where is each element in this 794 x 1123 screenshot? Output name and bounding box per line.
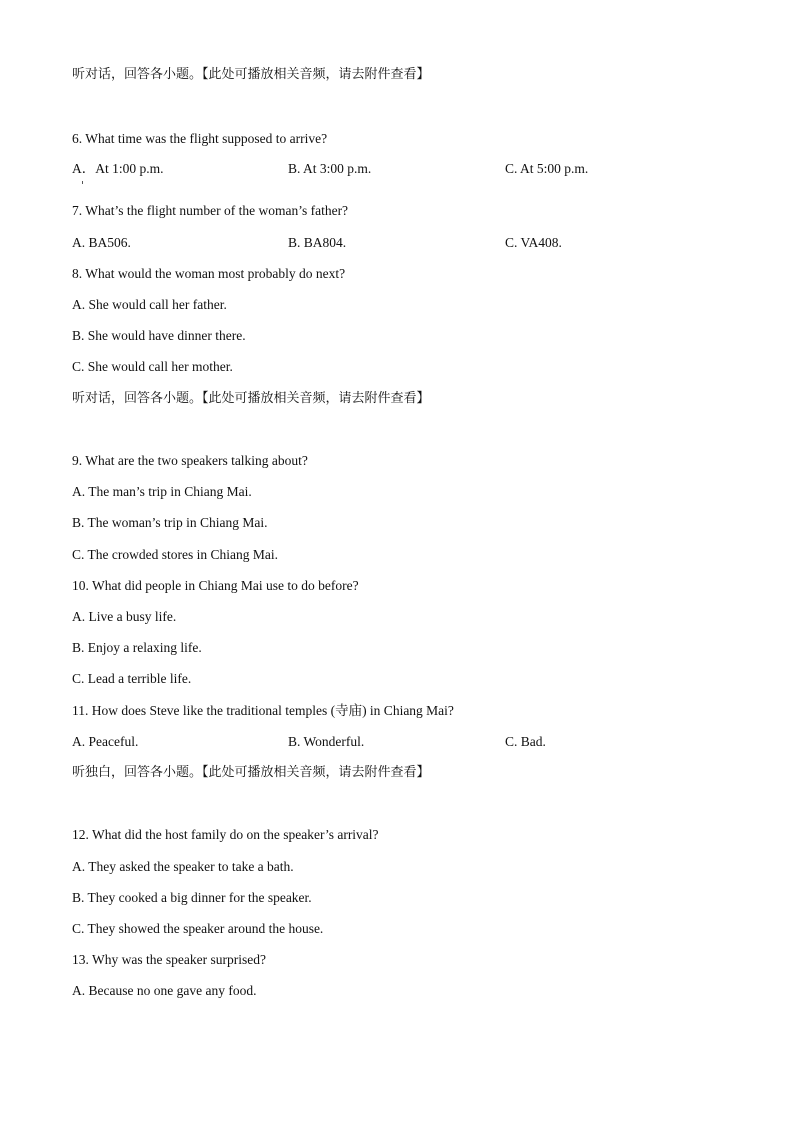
question-12: 12. What did the host family do on the speaker’s arrival? xyxy=(72,827,379,842)
section-heading-dialogue-2: 听对话，回答各小题。【此处可播放相关音频，请去附件查看】 xyxy=(72,391,430,406)
question-11-options xyxy=(72,734,772,750)
section-heading-dialogue-1: 听对话，回答各小题。【此处可播放相关音频，请去附件查看】 xyxy=(72,67,430,82)
question-6: 6. What time was the flight supposed to arrive? xyxy=(72,131,328,146)
question-6-option-a: A．At 1:00 p.m. xyxy=(72,161,164,176)
question-6-option-b: B. At 3:00 p.m. xyxy=(288,161,372,176)
question-6-option-c: C. At 5:00 p.m. xyxy=(505,161,589,176)
question-11: 11. How does Steve like the traditional temples (寺庙) in Chiang Mai? xyxy=(72,703,454,718)
section-heading-monologue: 听独白，回答各小题。【此处可播放相关音频，请去附件查看】 xyxy=(72,765,430,780)
question-12-option-c: C. They showed the speaker around the house. xyxy=(72,921,324,936)
question-9: 9. What are the two speakers talking about? xyxy=(72,453,308,468)
question-13: 13. Why was the speaker surprised? xyxy=(72,952,266,967)
question-10-option-a: A. Live a busy life. xyxy=(72,609,177,624)
question-8: 8. What would the woman most probably do next? xyxy=(72,266,346,281)
question-7-option-c: C. VA408. xyxy=(505,235,562,250)
question-6-options xyxy=(72,161,772,177)
question-9-option-c: C. The crowded stores in Chiang Mai. xyxy=(72,547,278,562)
stray-mark xyxy=(82,181,83,184)
question-11-option-a: A. Peaceful. xyxy=(72,734,139,749)
question-9-option-a: A. The man’s trip in Chiang Mai. xyxy=(72,484,252,499)
question-13-option-a: A. Because no one gave any food. xyxy=(72,983,257,998)
question-10: 10. What did people in Chiang Mai use to do before? xyxy=(72,578,359,593)
question-7: 7. What’s the flight number of the woman’s father? xyxy=(72,203,349,218)
question-8-option-c: C. She would call her mother. xyxy=(72,359,233,374)
question-11-option-b: B. Wonderful. xyxy=(288,734,365,749)
question-12-option-b: B. They cooked a big dinner for the speaker. xyxy=(72,890,312,905)
question-7-option-b: B. BA804. xyxy=(288,235,347,250)
question-8-option-b: B. She would have dinner there. xyxy=(72,328,246,343)
question-10-option-b: B. Enjoy a relaxing life. xyxy=(72,640,202,655)
question-11-option-c: C. Bad. xyxy=(505,734,546,749)
question-7-option-a: A. BA506. xyxy=(72,235,131,250)
question-7-options xyxy=(72,235,772,251)
question-10-option-c: C. Lead a terrible life. xyxy=(72,671,192,686)
question-12-option-a: A. They asked the speaker to take a bath. xyxy=(72,859,294,874)
question-9-option-b: B. The woman’s trip in Chiang Mai. xyxy=(72,515,268,530)
question-8-option-a: A. She would call her father. xyxy=(72,297,227,312)
